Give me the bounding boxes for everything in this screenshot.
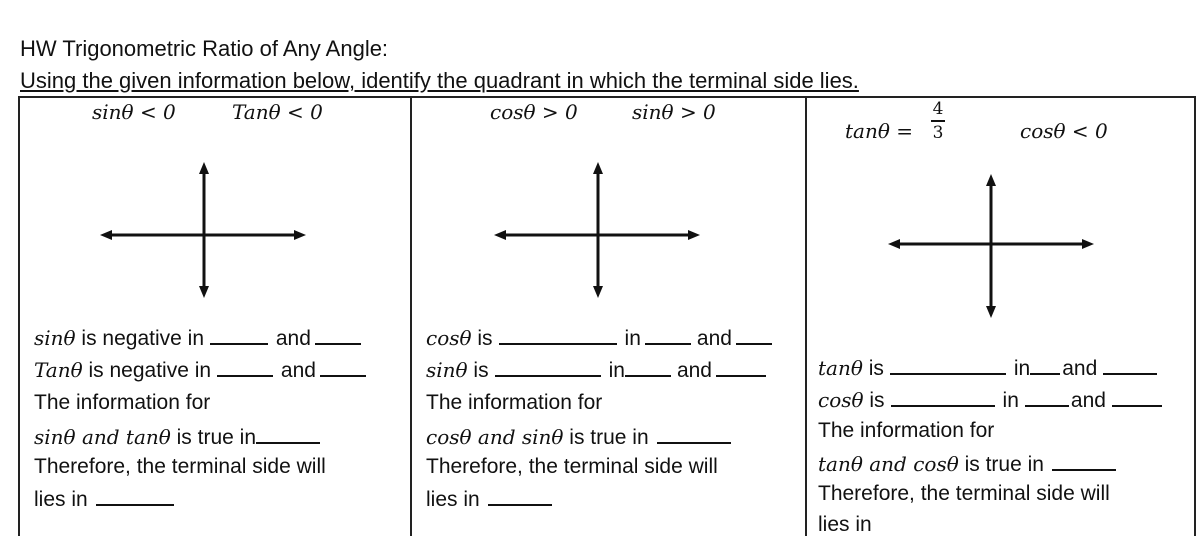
answer-blank[interactable] (320, 357, 366, 377)
answer-blank[interactable] (217, 357, 273, 377)
answer-blank[interactable] (256, 424, 320, 444)
statement-text: is true in (170, 426, 256, 449)
answer-blank[interactable] (499, 325, 617, 345)
coordinate-axes-icon (888, 172, 1098, 320)
and-label: and (1070, 389, 1106, 412)
function-name: sinθ (426, 358, 468, 382)
fraction-numerator: 4 (932, 99, 944, 119)
therefore-text: Therefore, the terminal side will (426, 455, 718, 478)
and-label: and (275, 327, 311, 350)
statement-text: is negative in (82, 359, 217, 382)
statement-text: is (467, 359, 489, 382)
column-divider (410, 96, 412, 536)
coordinate-axes-icon (494, 160, 704, 300)
answer-blank[interactable] (96, 486, 174, 506)
function-name: Tanθ (34, 358, 83, 382)
answer-blank[interactable] (625, 357, 671, 377)
statement-text: is (862, 357, 884, 380)
answer-blank[interactable] (736, 325, 772, 345)
answer-blank[interactable] (716, 357, 766, 377)
therefore-text: Therefore, the terminal side will (818, 482, 1110, 505)
function-name: sinθ (34, 326, 76, 350)
and-label: and (676, 359, 712, 382)
and-label: and (280, 359, 316, 382)
statement-text: is true in (958, 453, 1044, 476)
worksheet-instruction: Using the given information below, identify the quadrant in which the terminal side lies. (20, 68, 859, 93)
answer-blank[interactable] (1030, 355, 1060, 375)
answer-blank[interactable] (1103, 355, 1157, 375)
answer-blank[interactable] (488, 486, 552, 506)
and-label: and (696, 327, 732, 350)
therefore-text: Therefore, the terminal side will (34, 455, 326, 478)
fraction-denominator: 3 (932, 123, 944, 143)
given-condition: sinθ < 0 (92, 100, 176, 124)
lies-in-label: lies in (34, 488, 88, 511)
answer-blank[interactable] (890, 355, 1006, 375)
given-condition: Tanθ < 0 (232, 100, 323, 124)
statement-text: is (471, 327, 493, 350)
statement-text: is negative in (75, 327, 210, 350)
worksheet-title: HW Trigonometric Ratio of Any Angle: (20, 36, 389, 61)
in-label: in (608, 359, 625, 382)
function-pair: tanθ and cosθ (818, 452, 959, 476)
function-pair: cosθ and sinθ (426, 425, 564, 449)
answer-blank[interactable] (657, 424, 731, 444)
answer-blank[interactable] (645, 325, 691, 345)
function-name: cosθ (818, 388, 864, 412)
answer-blank[interactable] (1052, 451, 1116, 471)
answer-blank[interactable] (315, 325, 361, 345)
statement-text: is true in (563, 426, 649, 449)
lies-in-label: lies in (426, 488, 480, 511)
statement-text: is (863, 389, 885, 412)
given-condition: tanθ = (845, 119, 913, 143)
given-condition: cosθ > 0 (490, 100, 578, 124)
and-label: and (1062, 357, 1098, 380)
answer-blank[interactable] (1025, 387, 1069, 407)
answer-blank[interactable] (891, 387, 995, 407)
coordinate-axes-icon (100, 160, 310, 300)
function-name: tanθ (818, 356, 863, 380)
info-label: The information for (34, 391, 211, 414)
given-condition: cosθ < 0 (1020, 119, 1108, 143)
answer-blank[interactable] (210, 325, 268, 345)
info-label: The information for (426, 391, 603, 414)
info-label: The information for (818, 419, 995, 442)
given-condition: sinθ > 0 (632, 100, 716, 124)
fraction-four-thirds (928, 99, 948, 143)
in-label: in (624, 327, 641, 350)
in-label: in (1002, 389, 1019, 412)
column-divider (805, 96, 807, 536)
in-label: in (1013, 357, 1031, 380)
function-pair: sinθ and tanθ (34, 425, 171, 449)
function-name: cosθ (426, 326, 472, 350)
answer-blank[interactable] (495, 357, 601, 377)
lies-in-label: lies in (818, 513, 872, 536)
answer-blank[interactable] (1112, 387, 1162, 407)
